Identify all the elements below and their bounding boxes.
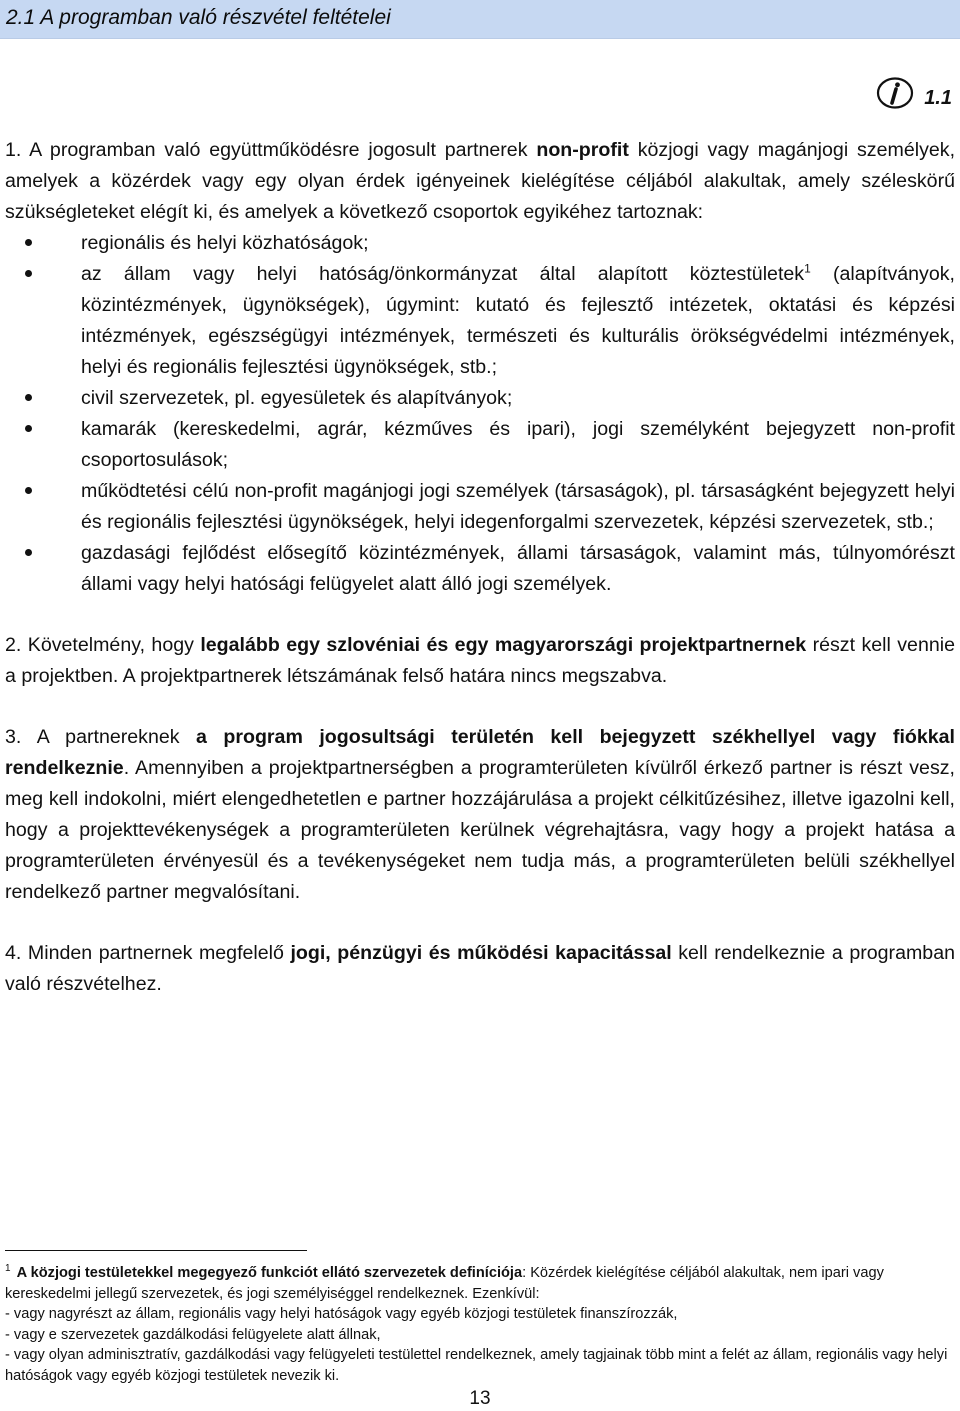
list-item: civil szervezetek, pl. egyesületek és alapítványok; xyxy=(5,383,955,414)
reference-number: 1.1 xyxy=(924,86,952,109)
bullet-icon xyxy=(25,270,32,277)
bullet-icon xyxy=(25,487,32,494)
document-body xyxy=(5,135,955,1000)
bullet-icon xyxy=(25,394,32,401)
emphasis: legalább egy szlovéniai és egy magyarországi projektpartnernek xyxy=(200,634,807,656)
footnote-main: $^1$ A közjogi testületekkel megegyező funkciót ellátó szervezetek definíciója: Közérdek kielégítése céljából alakultak, nem ipari vagy kereskedelmi jellegű szervezetek, és jogi személyiséggel rendelkeznek. Ezenkívül: xyxy=(5,1263,884,1302)
footnote-line: - vagy e szervezetek gazdálkodási felügyelete alatt állnak, xyxy=(5,1326,381,1343)
list-item: regionális és helyi közhatóságok; xyxy=(5,228,955,259)
footnote-line: - vagy olyan adminisztratív, gazdálkodási vagy felügyeleti testülettel rendelkeznek, amely tagjainak több mint a felét az állam, regionális vagy helyi hatóságok vagy egyéb közjogi testületek nevezik ki. xyxy=(5,1347,948,1384)
footnote-ref: 1 xyxy=(804,261,811,276)
bullet-icon xyxy=(25,425,32,432)
emphasis: a program jogosultsági területén kell bejegyzett székhellyel vagy fiókkal rendelkeznie xyxy=(5,726,955,779)
reference-marker xyxy=(876,73,952,113)
emphasis: jogi, pénzügyi és működési kapacitással xyxy=(290,942,672,964)
paragraph-1: 1. A programban való együttműködésre jogosult partnerek non-profit közjogi vagy magánjogi személyek, amelyek a közérdek vagy egy olyan érdek igényeinek kielégítése céljából alakultak, amely széleskörű szükségleteket elégít ki, és amelyek a következő csoportok egyikéhez tartoznak: xyxy=(5,139,956,223)
footnote xyxy=(5,1263,955,1386)
footnote-marker: 1 xyxy=(5,1263,11,1275)
list-item: kamarák (kereskedelmi, agrár, kézműves és ipari), jogi személyként bejegyzett non-profit csoportosulások; xyxy=(5,414,955,476)
section-title: 2.1 A programban való részvétel feltételei xyxy=(6,6,391,29)
paragraph-3: 3. A partnereknek a program jogosultsági területén kell bejegyzett székhellyel vagy fiókkal rendelkeznie. Amennyiben a projektpartnerségben a programterületen kívülről érkező partner is részt vesz, meg kell indokolni, miért elengedhetetlen e partner hozzájárulása a projekt célkitűzésihez, illetve igazolni kell, hogy a projekttevékenységek a programterületen kerülnek végrehajtásra, vagy hogy a projekt hatása a programterületen érvényesül és a tevékenységeket nem tudja más, a programterületen belüli székhellyel rendelkező partner megvalósítani. xyxy=(5,726,955,903)
list-item: működtetési célú non-profit magánjogi jogi személyek (társaságok), pl. társaságként bejegyzett helyi és regionális fejlesztési ügynökségek, helyi idegenforgalmi szervezetek, képzési szervezetek, stb.; xyxy=(5,476,955,538)
info-icon xyxy=(876,77,914,109)
list-item: az állam vagy helyi hatóság/önkormányzat által alapított köztestületek$^1$ (alapítványok, közintézmények, ügynökségek), úgymint: kutató és fejlesztő intézetek, oktatási és képzési intézmények, egészségügyi intézmények, természeti és kulturális örökségvédelmi intézmények, helyi és regionális fejlesztési ügynökségek, stb.; xyxy=(5,259,955,383)
list-item: gazdasági fejlődést elősegítő közintézmények, állami társaságok, valamint más, túlnyomórészt állami vagy helyi hatósági felügyelet alatt álló jogi személyek. xyxy=(5,538,955,600)
bullet-icon xyxy=(25,549,32,556)
bullet-icon xyxy=(25,239,32,246)
footnote-line: - vagy nagyrészt az állam, regionális vagy helyi hatóságok vagy egyéb közjogi testületek finanszírozzák, xyxy=(5,1306,678,1322)
paragraph-2: 2. Követelmény, hogy legalább egy szlovéniai és egy magyarországi projektpartnernek részt kell vennie a projektben. A projektpartnerek létszámának felső határa nincs megszabva. xyxy=(5,634,955,687)
partner-group-list xyxy=(5,228,955,600)
footnote-title: A közjogi testületekkel megegyező funkciót ellátó szervezetek definíciója xyxy=(16,1265,523,1281)
section-heading xyxy=(0,0,960,39)
footnote-separator xyxy=(5,1250,307,1251)
emphasis: non-profit xyxy=(536,139,629,161)
paragraph-4: 4. Minden partnernek megfelelő jogi, pénzügyi és működési kapacitással kell rendelkeznie a programban való részvételhez. xyxy=(5,942,955,995)
page-number: 13 xyxy=(469,1388,491,1409)
